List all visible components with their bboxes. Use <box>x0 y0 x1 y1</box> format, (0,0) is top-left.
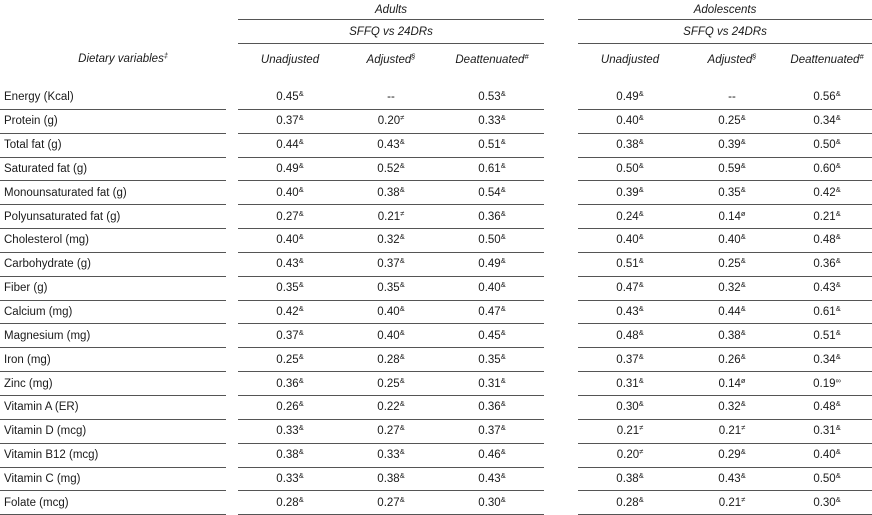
value-adults-unadjusted: 0.26& <box>238 395 342 419</box>
value-adults-unadjusted: 0.40& <box>238 181 342 205</box>
table-body <box>0 86 872 515</box>
value-adults-adjusted: 0.35& <box>342 276 440 300</box>
table-row <box>0 395 872 419</box>
value-adults-adjusted: 0.38& <box>342 467 440 491</box>
value-adolescents-unadjusted: 0.30& <box>578 395 682 419</box>
value-adolescents-adjusted: 0.35& <box>682 181 782 205</box>
value-adults-deattenuated: 0.54& <box>440 181 544 205</box>
value-adolescents-deattenuated: 0.43& <box>782 276 872 300</box>
value-adults-unadjusted: 0.38& <box>238 443 342 467</box>
value-adults-deattenuated: 0.51& <box>440 133 544 157</box>
value-adolescents-adjusted: 0.38& <box>682 324 782 348</box>
value-adults-deattenuated: 0.49& <box>440 252 544 276</box>
value-adolescents-unadjusted: 0.40& <box>578 109 682 133</box>
value-adults-deattenuated: 0.40& <box>440 276 544 300</box>
value-adolescents-adjusted: 0.29& <box>682 443 782 467</box>
value-adults-unadjusted: 0.28& <box>238 491 342 515</box>
value-adults-deattenuated: 0.53& <box>440 86 544 109</box>
value-adults-unadjusted: 0.25& <box>238 348 342 372</box>
value-adults-unadjusted: 0.42& <box>238 300 342 324</box>
value-adolescents-unadjusted: 0.38& <box>578 467 682 491</box>
table-row <box>0 372 872 396</box>
variable-label: Zinc (mg) <box>0 372 226 396</box>
value-adults-adjusted: -- <box>342 86 440 109</box>
value-adults-unadjusted: 0.37& <box>238 109 342 133</box>
value-adolescents-adjusted: 0.59& <box>682 157 782 181</box>
value-adults-adjusted: 0.20≠ <box>342 109 440 133</box>
col-header-deattenuated-adults: Deattenuated# <box>455 51 529 66</box>
value-adolescents-unadjusted: 0.38& <box>578 133 682 157</box>
table-row <box>0 133 872 157</box>
variable-label: Vitamin A (ER) <box>0 395 226 419</box>
table-row <box>0 181 872 205</box>
value-adults-deattenuated: 0.36& <box>440 205 544 229</box>
variable-label: Cholesterol (mg) <box>0 229 226 253</box>
value-adolescents-unadjusted: 0.40& <box>578 229 682 253</box>
variable-label: Energy (Kcal) <box>0 86 226 109</box>
value-adults-unadjusted: 0.44& <box>238 133 342 157</box>
value-adults-unadjusted: 0.43& <box>238 252 342 276</box>
value-adults-unadjusted: 0.40& <box>238 229 342 253</box>
column-header-row <box>0 44 872 76</box>
group-label-adolescents: Adolescents <box>578 0 872 20</box>
value-adolescents-deattenuated: 0.60& <box>782 157 872 181</box>
value-adults-deattenuated: 0.31& <box>440 372 544 396</box>
value-adolescents-deattenuated: 0.42& <box>782 181 872 205</box>
table-row <box>0 229 872 253</box>
table-row <box>0 443 872 467</box>
value-adolescents-unadjusted: 0.48& <box>578 324 682 348</box>
value-adolescents-deattenuated: 0.48& <box>782 395 872 419</box>
value-adolescents-deattenuated: 0.50& <box>782 467 872 491</box>
variable-label: Saturated fat (g) <box>0 157 226 181</box>
value-adolescents-adjusted: 0.32& <box>682 276 782 300</box>
value-adults-unadjusted: 0.49& <box>238 157 342 181</box>
value-adolescents-deattenuated: 0.21& <box>782 205 872 229</box>
value-adolescents-unadjusted: 0.37& <box>578 348 682 372</box>
value-adolescents-adjusted: 0.25& <box>682 252 782 276</box>
comparison-label-adolescents: SFFQ vs 24DRs <box>578 20 872 44</box>
value-adolescents-deattenuated: 0.48& <box>782 229 872 253</box>
table-row <box>0 205 872 229</box>
value-adolescents-adjusted: 0.40& <box>682 229 782 253</box>
value-adults-deattenuated: 0.46& <box>440 443 544 467</box>
value-adolescents-adjusted: 0.21≠ <box>682 419 782 443</box>
value-adults-adjusted: 0.27& <box>342 419 440 443</box>
value-adults-adjusted: 0.52& <box>342 157 440 181</box>
value-adolescents-deattenuated: 0.50& <box>782 133 872 157</box>
value-adolescents-deattenuated: 0.31& <box>782 419 872 443</box>
comparison-header-row <box>0 20 872 44</box>
value-adults-adjusted: 0.40& <box>342 324 440 348</box>
variable-label: Folate (mcg) <box>0 491 226 515</box>
value-adults-adjusted: 0.33& <box>342 443 440 467</box>
value-adolescents-deattenuated: 0.36& <box>782 252 872 276</box>
variable-label: Magnesium (mg) <box>0 324 226 348</box>
value-adolescents-adjusted: $0.14^ø$ <box>682 372 782 396</box>
value-adolescents-unadjusted: 0.21≠ <box>578 419 682 443</box>
value-adults-unadjusted: 0.36& <box>238 372 342 396</box>
group-label-adults: Adults <box>238 0 544 20</box>
value-adolescents-unadjusted: 0.39& <box>578 181 682 205</box>
value-adults-adjusted: 0.21≠ <box>342 205 440 229</box>
value-adolescents-deattenuated: 0.56& <box>782 86 872 109</box>
value-adults-adjusted: 0.40& <box>342 300 440 324</box>
value-adolescents-unadjusted: 0.20≠ <box>578 443 682 467</box>
value-adults-adjusted: 0.25& <box>342 372 440 396</box>
variable-label: Fiber (g) <box>0 276 226 300</box>
value-adults-deattenuated: 0.37& <box>440 419 544 443</box>
value-adolescents-adjusted: 0.26& <box>682 348 782 372</box>
value-adolescents-deattenuated: 0.30& <box>782 491 872 515</box>
value-adults-adjusted: 0.22& <box>342 395 440 419</box>
value-adolescents-unadjusted: 0.47& <box>578 276 682 300</box>
value-adults-deattenuated: 0.43& <box>440 467 544 491</box>
value-adults-unadjusted: 0.37& <box>238 324 342 348</box>
col-header-unadjusted-adults: Unadjusted <box>260 53 320 66</box>
value-adults-deattenuated: 0.33& <box>440 109 544 133</box>
value-adolescents-adjusted: -- <box>682 86 782 109</box>
value-adolescents-deattenuated: 0.61& <box>782 300 872 324</box>
value-adults-deattenuated: 0.36& <box>440 395 544 419</box>
value-adolescents-unadjusted: 0.43& <box>578 300 682 324</box>
table-row <box>0 252 872 276</box>
value-adolescents-adjusted: 0.44& <box>682 300 782 324</box>
variable-label: Vitamin C (mg) <box>0 467 226 491</box>
group-header-row <box>0 0 872 20</box>
value-adolescents-unadjusted: 0.50& <box>578 157 682 181</box>
value-adults-unadjusted: 0.35& <box>238 276 342 300</box>
table-row <box>0 467 872 491</box>
value-adults-adjusted: 0.37& <box>342 252 440 276</box>
value-adolescents-deattenuated: 0.19∞ <box>782 372 872 396</box>
value-adults-adjusted: 0.38& <box>342 181 440 205</box>
value-adults-unadjusted: 0.45& <box>238 86 342 109</box>
value-adolescents-unadjusted: 0.49& <box>578 86 682 109</box>
value-adults-deattenuated: 0.61& <box>440 157 544 181</box>
value-adolescents-deattenuated: 0.34& <box>782 348 872 372</box>
table-row <box>0 157 872 181</box>
variable-label: Monounsaturated fat (g) <box>0 181 226 205</box>
value-adolescents-adjusted: 0.25& <box>682 109 782 133</box>
value-adults-unadjusted: 0.33& <box>238 467 342 491</box>
value-adolescents-deattenuated: 0.51& <box>782 324 872 348</box>
value-adults-unadjusted: 0.33& <box>238 419 342 443</box>
table-row <box>0 86 872 109</box>
variable-label: Carbohydrate (g) <box>0 252 226 276</box>
col-header-adjusted-adults: Adjusted§ <box>366 51 416 66</box>
table-row <box>0 491 872 515</box>
variable-label: Vitamin D (mcg) <box>0 419 226 443</box>
value-adolescents-deattenuated: 0.34& <box>782 109 872 133</box>
value-adolescents-adjusted: $0.14^ø$ <box>682 205 782 229</box>
table-row <box>0 276 872 300</box>
table-row <box>0 109 872 133</box>
table-row <box>0 300 872 324</box>
col-header-adjusted-adolescents: Adjusted§ <box>707 51 757 66</box>
value-adolescents-adjusted: 0.32& <box>682 395 782 419</box>
value-adolescents-adjusted: 0.43& <box>682 467 782 491</box>
value-adolescents-unadjusted: 0.28& <box>578 491 682 515</box>
value-adolescents-unadjusted: 0.24& <box>578 205 682 229</box>
variables-header: Dietary variables‡ <box>78 51 168 66</box>
value-adults-deattenuated: 0.30& <box>440 491 544 515</box>
variable-label: Vitamin B12 (mcg) <box>0 443 226 467</box>
comparison-label-adults: SFFQ vs 24DRs <box>238 20 544 44</box>
value-adults-adjusted: 0.28& <box>342 348 440 372</box>
value-adults-adjusted: 0.32& <box>342 229 440 253</box>
value-adults-adjusted: 0.43& <box>342 133 440 157</box>
value-adults-adjusted: 0.27& <box>342 491 440 515</box>
table-row <box>0 348 872 372</box>
col-header-unadjusted-adolescents: Unadjusted <box>600 53 660 66</box>
variable-label: Polyunsaturated fat (g) <box>0 205 226 229</box>
variable-label: Iron (mg) <box>0 348 226 372</box>
value-adolescents-deattenuated: 0.40& <box>782 443 872 467</box>
variable-label: Protein (g) <box>0 109 226 133</box>
value-adolescents-adjusted: 0.39& <box>682 133 782 157</box>
value-adults-deattenuated: 0.50& <box>440 229 544 253</box>
value-adults-unadjusted: 0.27& <box>238 205 342 229</box>
value-adults-deattenuated: 0.45& <box>440 324 544 348</box>
value-adolescents-unadjusted: 0.31& <box>578 372 682 396</box>
table-row <box>0 419 872 443</box>
col-header-deattenuated-adolescents: Deattenuated# <box>790 51 864 66</box>
table-row <box>0 324 872 348</box>
value-adolescents-unadjusted: 0.51& <box>578 252 682 276</box>
variable-label: Total fat (g) <box>0 133 226 157</box>
value-adults-deattenuated: 0.47& <box>440 300 544 324</box>
value-adolescents-adjusted: 0.21≠ <box>682 491 782 515</box>
variable-label: Calcium (mg) <box>0 300 226 324</box>
value-adults-deattenuated: 0.35& <box>440 348 544 372</box>
